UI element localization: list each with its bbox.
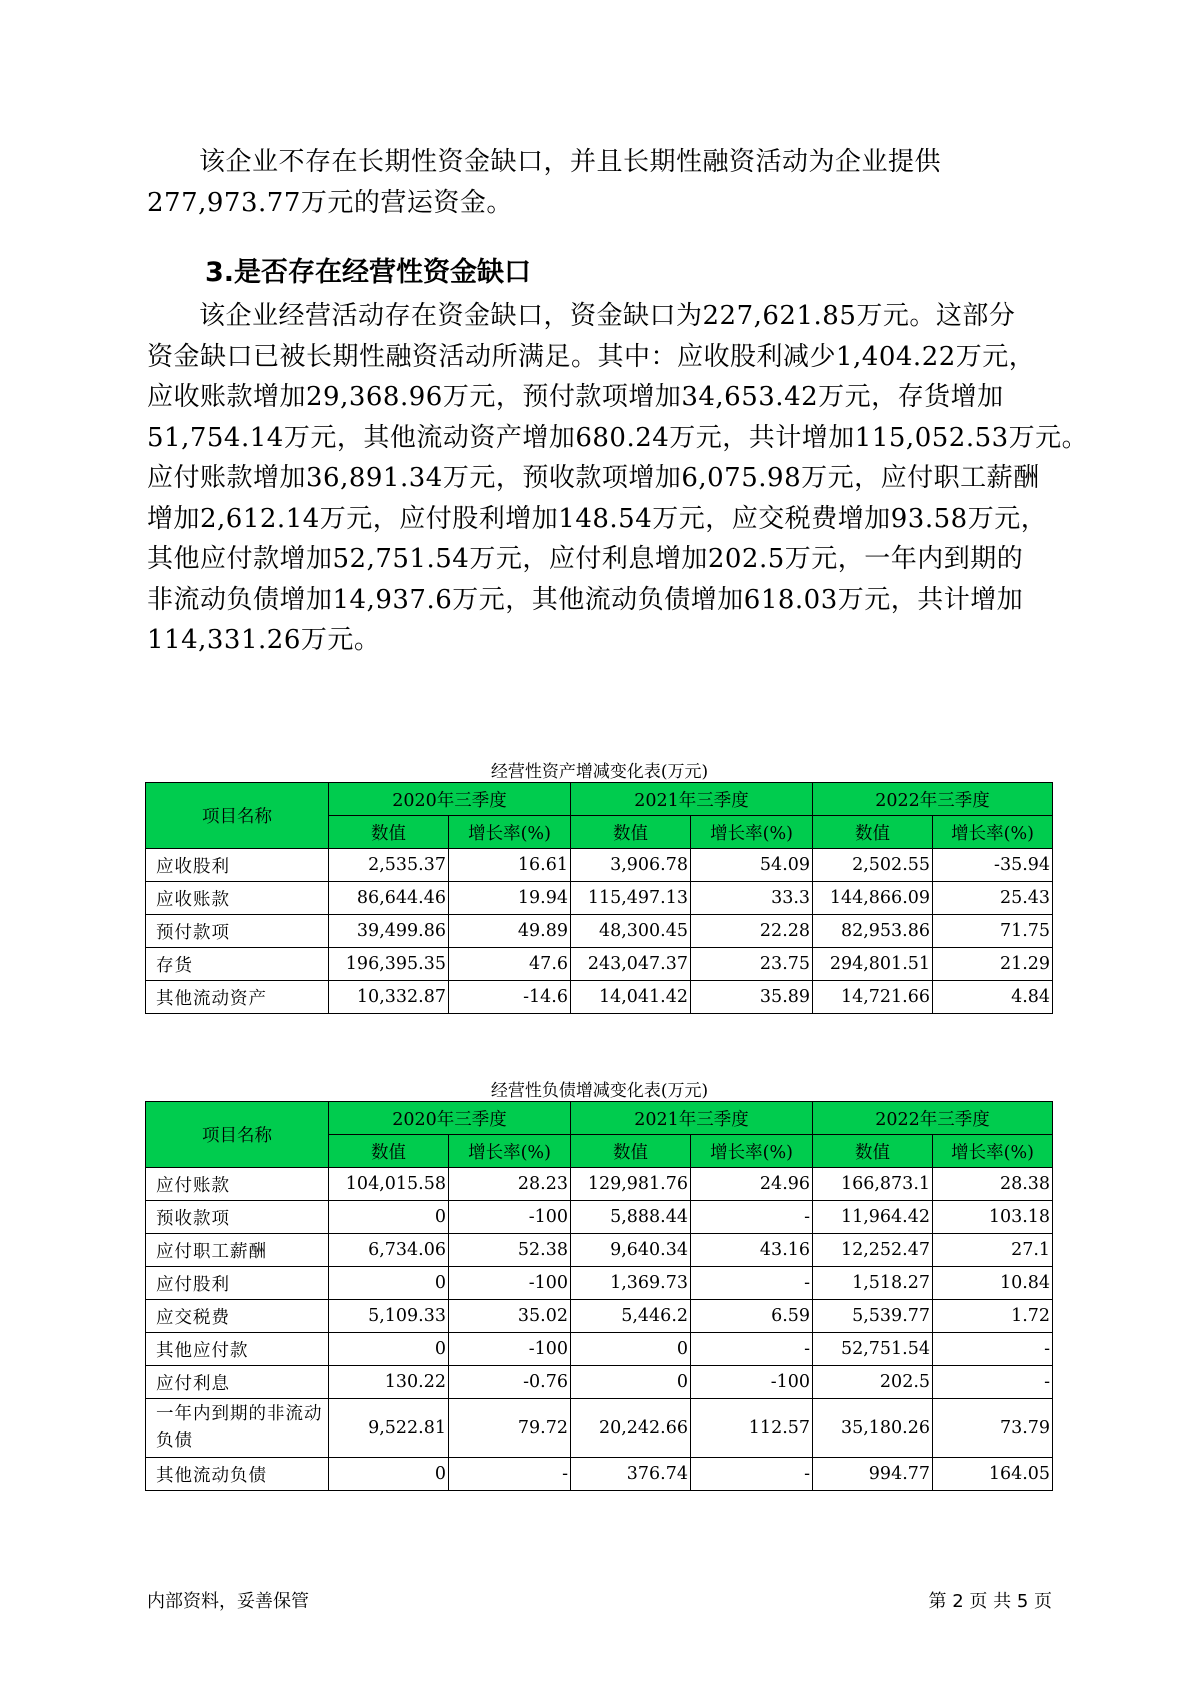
row-item-name: 应付利息 [146, 1366, 329, 1399]
table-row [146, 1168, 1053, 1201]
cell-value: 0 [329, 1333, 449, 1366]
cell-growth-rate: 52.38 [449, 1234, 571, 1267]
cell-growth-rate: 71.75 [933, 915, 1053, 948]
cell-value: 2,535.37 [329, 849, 449, 882]
cell-value: 86,644.46 [329, 882, 449, 915]
cell-growth-rate: 35.89 [691, 981, 813, 1014]
cell-value: 39,499.86 [329, 915, 449, 948]
paragraph-line: 增加2,612.14万元，应付股利增加148.54万元，应交税费增加93.58万元， [147, 503, 1048, 534]
cell-growth-rate: 49.89 [449, 915, 571, 948]
cell-value: 994.77 [813, 1458, 933, 1491]
table-caption-assets: 经营性资产增减变化表(万元) [490, 762, 709, 782]
cell-value: 104,015.58 [329, 1168, 449, 1201]
table-caption-liabilities: 经营性负债增减变化表(万元) [490, 1081, 709, 1101]
operating-assets-table [145, 782, 1053, 1014]
cell-value: 5,888.44 [571, 1201, 691, 1234]
cell-growth-rate: 47.6 [449, 948, 571, 981]
row-item-name: 应收账款 [146, 882, 329, 915]
cell-growth-rate: 54.09 [691, 849, 813, 882]
cell-growth-rate: - [691, 1267, 813, 1300]
cell-value: 115,497.13 [571, 882, 691, 915]
cell-value: 9,522.81 [329, 1399, 449, 1458]
cell-value: 129,981.76 [571, 1168, 691, 1201]
cell-value: 5,539.77 [813, 1300, 933, 1333]
header-value: 数值 [813, 1135, 933, 1168]
cell-growth-rate: 33.3 [691, 882, 813, 915]
cell-value: 1,369.73 [571, 1267, 691, 1300]
paragraph-line: 其他应付款增加52,751.54万元，应付利息增加202.5万元，一年内到期的 [147, 544, 1024, 574]
row-item-name: 应付股利 [146, 1267, 329, 1300]
cell-growth-rate: - [691, 1458, 813, 1491]
operating-liabilities-table [145, 1101, 1053, 1491]
paragraph-line: 该企业不存在长期性资金缺口，并且长期性融资活动为企业提供 [199, 147, 942, 177]
table-row [146, 1300, 1053, 1333]
cell-growth-rate: 21.29 [933, 948, 1053, 981]
cell-growth-rate: 4.84 [933, 981, 1053, 1014]
cell-value: 0 [329, 1458, 449, 1491]
cell-value: 0 [571, 1333, 691, 1366]
cell-growth-rate: 79.72 [449, 1399, 571, 1458]
cell-growth-rate: 6.59 [691, 1300, 813, 1333]
cell-growth-rate: 28.38 [933, 1168, 1053, 1201]
cell-growth-rate: 27.1 [933, 1234, 1053, 1267]
paragraph-line: 资金缺口已被长期性融资活动所满足。其中：应收股利减少1,404.22万元， [147, 341, 1036, 372]
paragraph-long-term-gap [147, 142, 1047, 223]
row-item-name: 预付款项 [146, 915, 329, 948]
table-row [146, 1399, 1053, 1458]
row-item-name: 一年内到期的非流动负债 [146, 1399, 329, 1458]
cell-value: 52,751.54 [813, 1333, 933, 1366]
table-row [146, 849, 1053, 882]
header-period: 2021年三季度 [571, 1102, 813, 1135]
paragraph-line: 应付账款增加36,891.34万元，预收款项增加6,075.98万元，应付职工薪酬 [147, 463, 1040, 493]
cell-value: 9,640.34 [571, 1234, 691, 1267]
cell-growth-rate: -0.76 [449, 1366, 571, 1399]
row-item-name: 存货 [146, 948, 329, 981]
cell-growth-rate: -14.6 [449, 981, 571, 1014]
cell-growth-rate: -100 [449, 1201, 571, 1234]
header-item-name: 项目名称 [146, 783, 329, 849]
cell-growth-rate: 28.23 [449, 1168, 571, 1201]
table-row [146, 1234, 1053, 1267]
cell-growth-rate: -35.94 [933, 849, 1053, 882]
cell-value: 3,906.78 [571, 849, 691, 882]
header-item-name: 项目名称 [146, 1102, 329, 1168]
cell-value: 11,964.42 [813, 1201, 933, 1234]
header-period: 2021年三季度 [571, 783, 813, 816]
header-period: 2022年三季度 [813, 1102, 1053, 1135]
header-value: 数值 [571, 816, 691, 849]
row-item-name: 应交税费 [146, 1300, 329, 1333]
footer-confidential-note: 内部资料，妥善保管 [147, 1591, 309, 1612]
row-item-name: 其他流动负债 [146, 1458, 329, 1491]
cell-growth-rate: 25.43 [933, 882, 1053, 915]
footer-page-number: 第 2 页 共 5 页 [928, 1591, 1052, 1612]
row-item-name: 应付职工薪酬 [146, 1234, 329, 1267]
table-row [146, 1366, 1053, 1399]
row-item-name: 其他流动资产 [146, 981, 329, 1014]
paragraph-line: 该企业经营活动存在资金缺口，资金缺口为227,621.85万元。这部分 [199, 301, 1016, 331]
cell-growth-rate: 103.18 [933, 1201, 1053, 1234]
cell-growth-rate: 10.84 [933, 1267, 1053, 1300]
cell-value: 1,518.27 [813, 1267, 933, 1300]
header-growth: 增长率(%) [449, 816, 571, 849]
cell-growth-rate: -100 [691, 1366, 813, 1399]
cell-value: 82,953.86 [813, 915, 933, 948]
cell-value: 376.74 [571, 1458, 691, 1491]
cell-value: 0 [329, 1201, 449, 1234]
assets-table-body [146, 849, 1053, 1014]
cell-value: 14,041.42 [571, 981, 691, 1014]
header-value: 数值 [813, 816, 933, 849]
table-row [146, 882, 1053, 915]
row-item-name: 应付账款 [146, 1168, 329, 1201]
header-value: 数值 [329, 1135, 449, 1168]
cell-value: 5,109.33 [329, 1300, 449, 1333]
cell-value: 10,332.87 [329, 981, 449, 1014]
cell-growth-rate: 112.57 [691, 1399, 813, 1458]
header-value: 数值 [571, 1135, 691, 1168]
row-item-name: 应收股利 [146, 849, 329, 882]
cell-growth-rate: 16.61 [449, 849, 571, 882]
cell-value: 6,734.06 [329, 1234, 449, 1267]
cell-growth-rate: 19.94 [449, 882, 571, 915]
cell-value: 0 [571, 1366, 691, 1399]
cell-growth-rate: 24.96 [691, 1168, 813, 1201]
paragraph-line: 277,973.77万元的营运资金。 [147, 187, 513, 218]
cell-growth-rate: 1.72 [933, 1300, 1053, 1333]
liabilities-table-body [146, 1168, 1053, 1491]
cell-growth-rate: -100 [449, 1333, 571, 1366]
row-item-name: 其他应付款 [146, 1333, 329, 1366]
cell-growth-rate: 23.75 [691, 948, 813, 981]
cell-value: 0 [329, 1267, 449, 1300]
table-row [146, 1267, 1053, 1300]
cell-value: 202.5 [813, 1366, 933, 1399]
header-period: 2022年三季度 [813, 783, 1053, 816]
cell-value: 14,721.66 [813, 981, 933, 1014]
table-row [146, 1201, 1053, 1234]
table-row [146, 981, 1053, 1014]
cell-growth-rate: 43.16 [691, 1234, 813, 1267]
header-growth: 增长率(%) [691, 816, 813, 849]
cell-value: 243,047.37 [571, 948, 691, 981]
header-growth: 增长率(%) [933, 816, 1053, 849]
cell-growth-rate: 164.05 [933, 1458, 1053, 1491]
header-period: 2020年三季度 [329, 783, 571, 816]
table-row [146, 948, 1053, 981]
cell-value: 48,300.45 [571, 915, 691, 948]
cell-growth-rate: -100 [449, 1267, 571, 1300]
header-growth: 增长率(%) [449, 1135, 571, 1168]
table-row [146, 915, 1053, 948]
cell-value: 196,395.35 [329, 948, 449, 981]
paragraph-operating-gap [147, 296, 1089, 661]
header-growth: 增长率(%) [933, 1135, 1053, 1168]
cell-growth-rate: 22.28 [691, 915, 813, 948]
paragraph-line: 非流动负债增加14,937.6万元，其他流动负债增加618.03万元，共计增加 [147, 584, 1024, 615]
cell-growth-rate: - [691, 1201, 813, 1234]
paragraph-line: 应收账款增加29,368.96万元，预付款项增加34,653.42万元，存货增加 [147, 382, 1004, 412]
table-row [146, 1333, 1053, 1366]
paragraph-line: 114,331.26万元。 [147, 625, 381, 655]
header-period: 2020年三季度 [329, 1102, 571, 1135]
cell-growth-rate: - [691, 1333, 813, 1366]
cell-growth-rate: - [449, 1458, 571, 1491]
table-row [146, 1458, 1053, 1491]
row-item-name: 预收款项 [146, 1201, 329, 1234]
cell-value: 294,801.51 [813, 948, 933, 981]
cell-value: 130.22 [329, 1366, 449, 1399]
header-value: 数值 [329, 816, 449, 849]
cell-value: 166,873.1 [813, 1168, 933, 1201]
cell-growth-rate: - [933, 1333, 1053, 1366]
section-heading: 3.是否存在经营性资金缺口 [205, 257, 532, 288]
cell-value: 2,502.55 [813, 849, 933, 882]
cell-value: 5,446.2 [571, 1300, 691, 1333]
cell-value: 35,180.26 [813, 1399, 933, 1458]
cell-growth-rate: 73.79 [933, 1399, 1053, 1458]
cell-value: 12,252.47 [813, 1234, 933, 1267]
paragraph-line: 51,754.14万元，其他流动资产增加680.24万元，共计增加115,052.53万元。 [147, 422, 1089, 453]
cell-growth-rate: - [933, 1366, 1053, 1399]
cell-growth-rate: 35.02 [449, 1300, 571, 1333]
cell-value: 20,242.66 [571, 1399, 691, 1458]
cell-value: 144,866.09 [813, 882, 933, 915]
header-growth: 增长率(%) [691, 1135, 813, 1168]
